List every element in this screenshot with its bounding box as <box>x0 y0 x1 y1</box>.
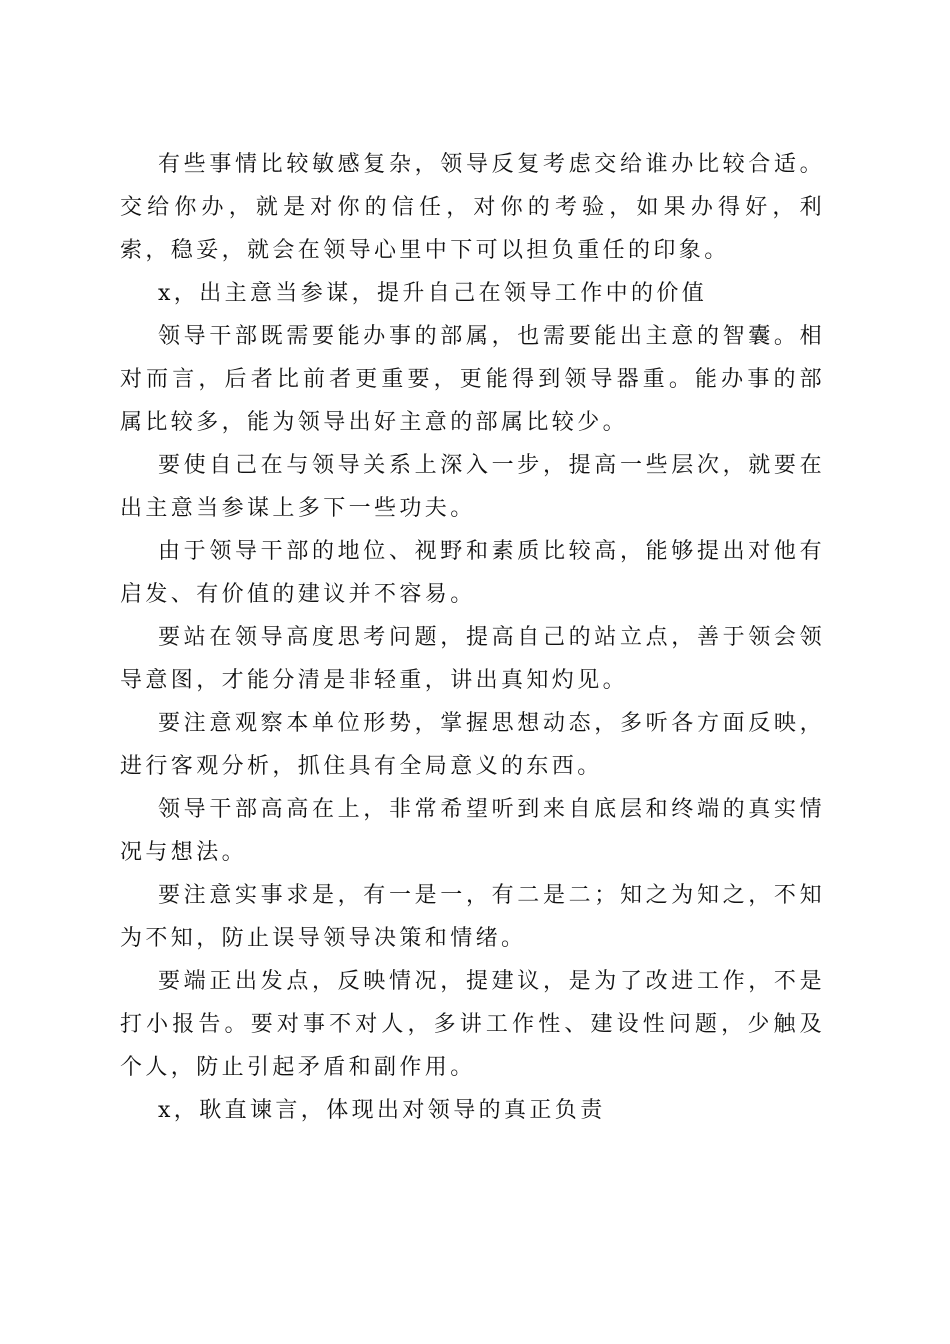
paragraph-observe-situation: 要注意观察本单位形势，掌握思想动态，多听各方面反映，进行客观分析，抓住具有全局意义的东西。 <box>120 711 825 779</box>
paragraph-task-trust: 有些事情比较敏感复杂，领导反复考虑交给谁办比较合适。交给你办，就是对你的信任，对你的考验，如果办得好，利索，稳妥，就会在领导心里中下可以担负重任的印象。 <box>120 152 825 263</box>
paragraph-leader-perspective: 要站在领导高度思考问题，提高自己的站立点，善于领会领导意图，才能分清是非轻重，讲出真知灼见。 <box>120 625 825 693</box>
document-page <box>120 143 825 1132</box>
section-heading-advisor: x，出主意当参谋，提升自己在领导工作中的价值 <box>158 281 708 306</box>
paragraph-deepen-relationship: 要使自己在与领导关系上深入一步，提高一些层次，就要在出主意当参谋上多下一些功夫。 <box>120 453 825 521</box>
paragraph-correct-motive: 要端正出发点，反映情况，提建议，是为了改进工作，不是打小报告。要对事不对人，多讲工作性、建设性问题，少触及个人，防止引起矛盾和副作用。 <box>120 969 825 1080</box>
paragraph-valuable-advice: 由于领导干部的地位、视野和素质比较高，能够提出对他有启发、有价值的建议并不容易。 <box>120 539 825 607</box>
section-heading-frank-advice: x，耿直谏言，体现出对领导的真正负责 <box>158 1098 606 1123</box>
paragraph-think-tank: 领导干部既需要能办事的部属，也需要能出主意的智囊。相对而言，后者比前者更重要，更能得到领导器重。能办事的部属比较多，能为领导出好主意的部属比较少。 <box>120 324 825 435</box>
paragraph-seek-truth: 要注意实事求是，有一是一，有二是二；知之为知之，不知为不知，防止误导领导决策和情绪。 <box>120 883 825 951</box>
paragraph-grassroots-info: 领导干部高高在上，非常希望听到来自底层和终端的真实情况与想法。 <box>120 797 825 865</box>
